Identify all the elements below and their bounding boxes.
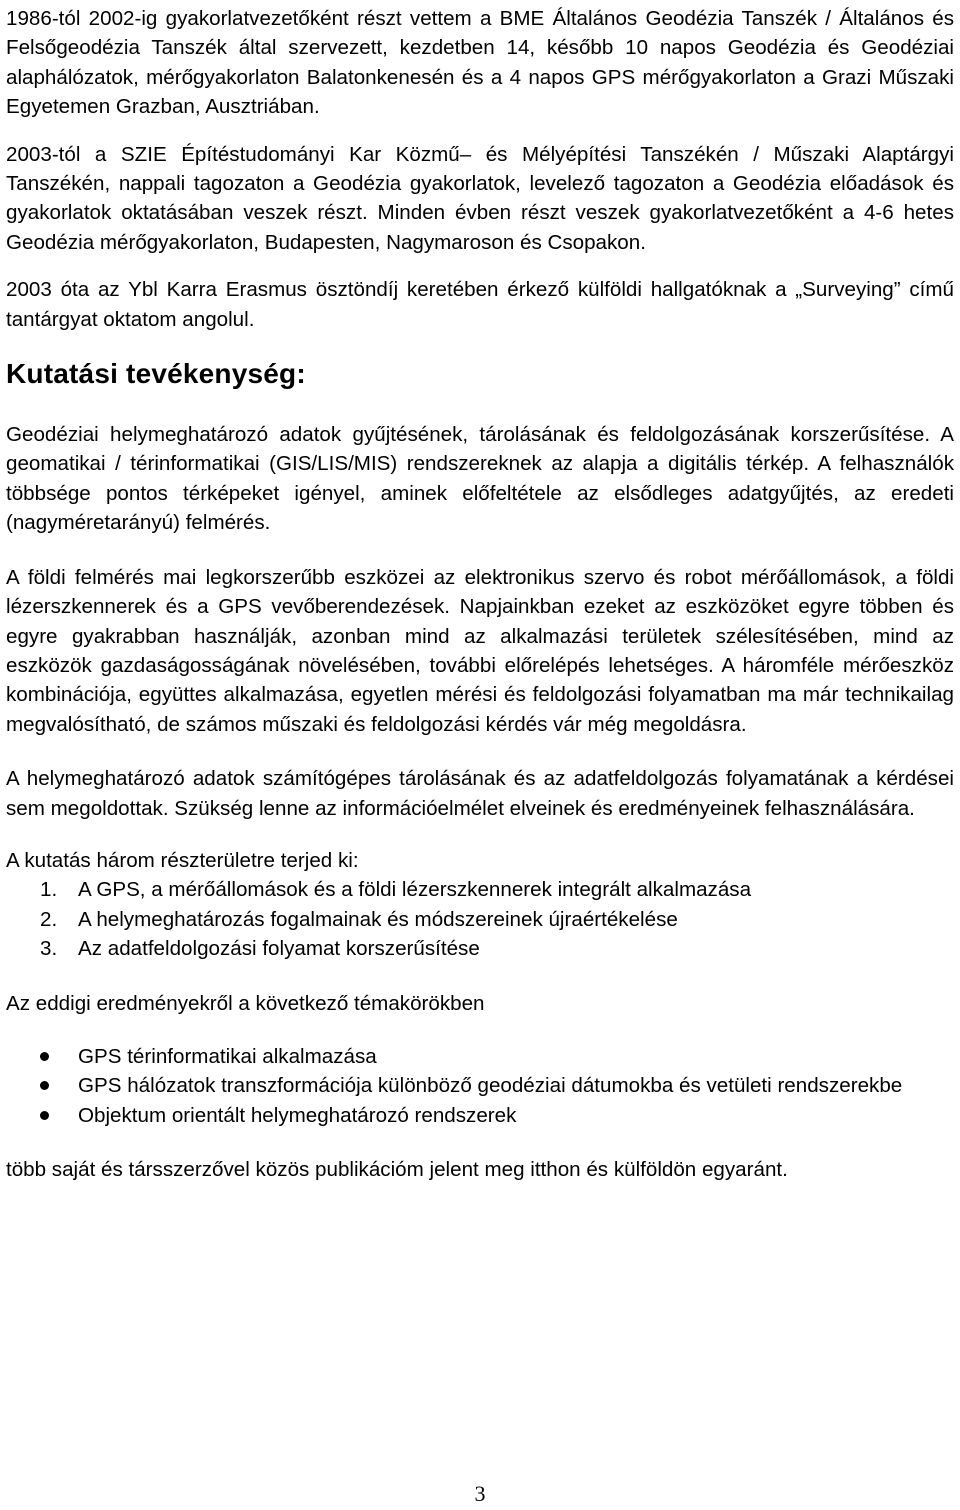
teaching-paragraph-2: 2003-tól a SZIE Építéstudományi Kar Közmű– és Mélyépítési Tanszékén / Műszaki Alaptárgyi Tanszékén, nappali tagozaton a Geodézia gyakorlatok, levelező tagozaton a Geodézia előadások és gyakorlatok oktatásában veszek részt. Minden évben részt veszek gyakorlatvezetőként a 4-6 hetes Geodézia mérőgyakorlaton, Budapesten, Nagymaroson és Csopakon. <box>6 142 954 254</box>
research-areas-intro: A kutatás három részterületre terjed ki: <box>6 848 359 872</box>
teaching-paragraph-3: 2003 óta az Ybl Karra Erasmus ösztöndíj keretében érkező külföldi hallgatóknak a „Surveying” című tantárgyat oktatom angolul. <box>6 278 954 331</box>
research-areas-list <box>6 875 954 963</box>
research-paragraph-2: A földi felmérés mai legkorszerűbb eszközei az elektronikus szervo és robot mérőállomások, a földi lézerszkennerek és a GPS vevőberendezések. Napjainkban ezeket az eszközöket egyre többen és egyre gyakrabban használják, azonban mind az alkalmazási területek szélesítésében, mind az eszközök gazdaságosságának növelésében, további előrelépés lehetséges. A háromféle mérőeszköz kombinációja, együttes alkalmazása, egyetlen mérési és feldolgozási folyamatban ma már technikailag megvalósítható, de számos műszaki és feldolgozási kérdés vár még megoldásra. <box>6 565 954 736</box>
research-heading: Kutatási tevékenység: <box>6 358 306 390</box>
list-item <box>6 1101 954 1130</box>
page-number: 3 <box>474 1481 486 1506</box>
topics-list <box>6 1042 954 1130</box>
list-number: 1. <box>40 878 58 902</box>
list-number: 3. <box>40 937 58 961</box>
research-paragraph-1: Geodéziai helymeghatározó adatok gyűjtésének, tárolásának és feldolgozásának korszerűsítése. A geomatikai / térinformatikai (GIS/LIS/MIS) rendszereknek az alapja a digitális térkép. A felhasználók többsége pontos térképeket igényel, aminek előfeltétele az elsődleges adatgyűjtés, az eredeti (nagyméretarányú) felmérés. <box>6 423 954 535</box>
list-item-text: A helymeghatározás fogalmainak és módszereinek újraértékelése <box>78 907 678 931</box>
list-item-text: Objektum orientált helymeghatározó rendszerek <box>78 1103 517 1127</box>
document-page <box>6 4 954 1185</box>
list-item <box>6 1042 954 1071</box>
teaching-paragraph-1: 1986-tól 2002-ig gyakorlatvezetőként részt vettem a BME Általános Geodézia Tanszék / Általános és Felsőgeodézia Tanszék által szervezett, kezdetben 14, később 10 napos Geodézia és Geodéziai alaphálózatok, mérőgyakorlaton Balatonkenesén és a 4 napos GPS mérőgyakorlaton a Grazi Műszaki Egyetemen Grazban, Ausztriában. <box>6 7 954 119</box>
list-item-text: A GPS, a mérőállomások és a földi lézerszkennerek integrált alkalmazása <box>78 878 752 902</box>
list-item <box>6 875 954 904</box>
bullet-icon <box>40 1081 49 1090</box>
list-item <box>6 905 954 934</box>
results-intro: Az eddigi eredményekről a következő témakörökben <box>6 991 485 1015</box>
list-item-text: Az adatfeldolgozási folyamat korszerűsítése <box>78 937 480 961</box>
research-paragraph-3: A helymeghatározó adatok számítógépes tárolásának és az adatfeldolgozás folyamatának a kérdései sem megoldottak. Szükség lenne az információelmélet elveinek és eredményeinek felhasználására. <box>6 767 954 820</box>
list-item <box>6 1071 954 1100</box>
closing-sentence: több saját és társszerzővel közös publikációm jelent meg itthon és külföldön egyaránt. <box>6 1158 788 1182</box>
bullet-icon <box>40 1052 49 1061</box>
list-number: 2. <box>40 907 58 931</box>
list-item-text: GPS térinformatikai alkalmazása <box>78 1044 377 1068</box>
bullet-icon <box>40 1111 49 1120</box>
list-item-text: GPS hálózatok transzformációja különböző geodéziai dátumokba és vetületi rendszerekbe <box>78 1074 903 1098</box>
list-item <box>6 934 954 963</box>
